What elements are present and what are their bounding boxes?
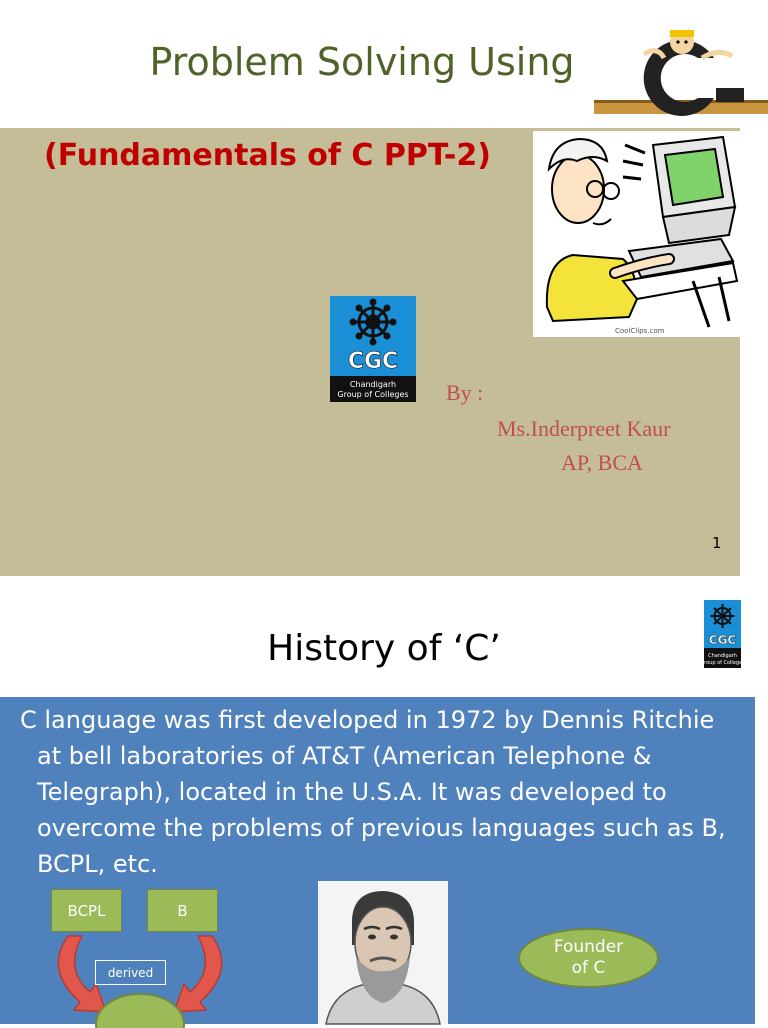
by-label: By : — [446, 380, 484, 405]
history-paragraph: C language was first developed in 1972 by Dennis Ritchie at bell laboratories of AT&T (American Telephone & Telegraph), located in the U.S.A. It was developed to overcome the problems of previous languages such as B, BCPL, etc. — [20, 706, 726, 878]
cgc-logo-caption-2: Group of Colleges — [337, 390, 409, 399]
founder-of-c-label — [518, 928, 659, 988]
slide1-title: Problem Solving Using — [149, 40, 575, 84]
cgc-logo-caption-1: Chandigarh — [349, 380, 397, 389]
clipart-credit: CoolClips.com — [615, 327, 665, 335]
founder-label-line1: Founder — [553, 937, 624, 957]
slide1-subtitle: (Fundamentals of C PPT-2) — [44, 138, 491, 173]
b-box: B — [147, 889, 218, 932]
bcpl-box: BCPL — [51, 889, 122, 932]
cgc-logo-small — [700, 600, 745, 668]
author-role: AP, BCA — [561, 450, 643, 475]
c-character-clipart — [594, 28, 768, 114]
cgc-logo-text: CGC — [347, 349, 399, 374]
slide-number: 1 — [712, 534, 722, 552]
cgc-logo-small-text: CGC — [708, 633, 737, 647]
cgc-logo — [330, 296, 416, 402]
cgc-logo-small-caption-1: Chandigarh — [708, 653, 737, 659]
slide2-title: History of ‘C’ — [267, 628, 501, 669]
dennis-ritchie-portrait — [318, 881, 448, 1024]
founder-label-line2: of C — [571, 958, 606, 978]
programmer-clipart — [533, 131, 740, 337]
cgc-logo-small-caption-2: Group of Colleges — [700, 660, 745, 666]
author-name: Ms.Inderpreet Kaur — [497, 416, 671, 441]
derived-label: derived — [95, 960, 166, 985]
